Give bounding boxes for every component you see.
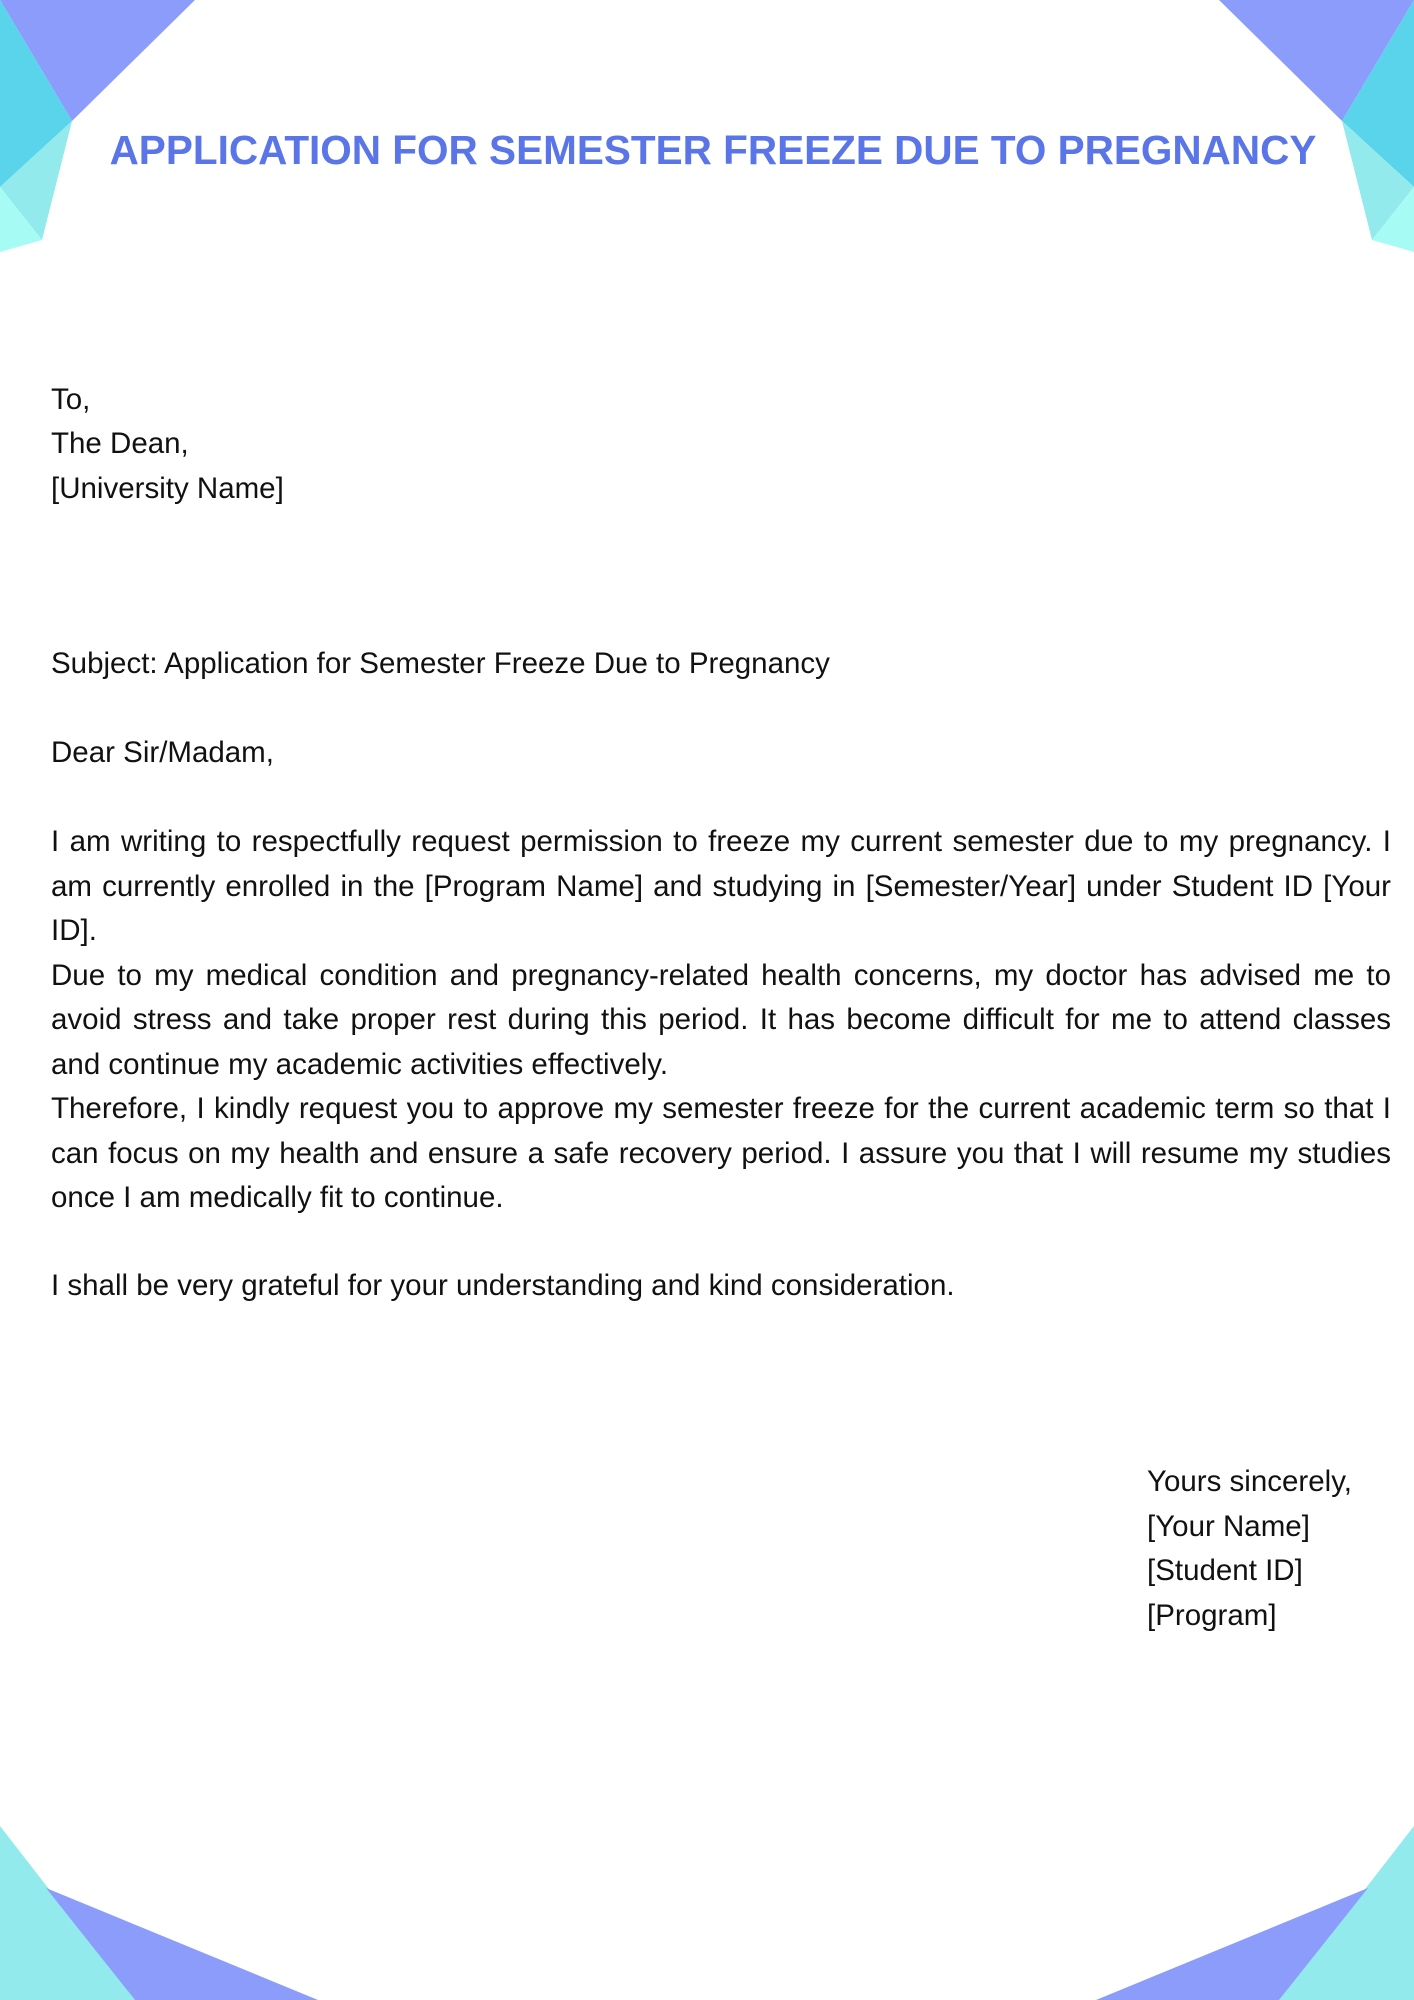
bottom-right-corner-decoration bbox=[1096, 1826, 1414, 2000]
body-paragraph: Due to my medical condition and pregnancy-related health concerns, my doctor has advised me to avoid stress and take proper rest during this period. It has become difficult for me to attend classes and continue my academic activities effectively. bbox=[51, 958, 1391, 1081]
body-paragraph: Therefore, I kindly request you to approve my semester freeze for the current academic term so that I can focus on my health and ensure a safe recovery period. I assure you that I will resume my studies once I am medically fit to continue. bbox=[51, 1092, 1391, 1214]
page-title: APPLICATION FOR SEMESTER FREEZE DUE TO PREGNANCY bbox=[109, 127, 1317, 173]
subject-line: Subject: Application for Semester Freeze Due to Pregnancy bbox=[51, 647, 830, 680]
signature-student-id: [Student ID] bbox=[1147, 1554, 1303, 1587]
signature-name: [Your Name] bbox=[1147, 1509, 1310, 1543]
closing-line: I shall be very grateful for your understanding and kind consideration. bbox=[51, 1269, 955, 1302]
body-paragraph: I am writing to respectfully request permission to freeze my current semester due to my pregnancy. I am currently enrolled in the [Program Name] and studying in [Semester/Year] under Student ID [Your ID]. bbox=[51, 825, 1391, 947]
salutation: Dear Sir/Madam, bbox=[51, 736, 274, 769]
recipient-title: The Dean, bbox=[51, 427, 189, 460]
valediction: Yours sincerely, bbox=[1147, 1465, 1352, 1498]
recipient-to: To, bbox=[51, 383, 91, 416]
recipient-university: [University Name] bbox=[51, 472, 284, 505]
letter-body bbox=[51, 820, 1391, 1221]
signature-program: [Program] bbox=[1147, 1598, 1277, 1632]
bottom-left-corner-decoration bbox=[0, 1826, 318, 2000]
signature-block bbox=[1147, 1460, 1352, 1638]
